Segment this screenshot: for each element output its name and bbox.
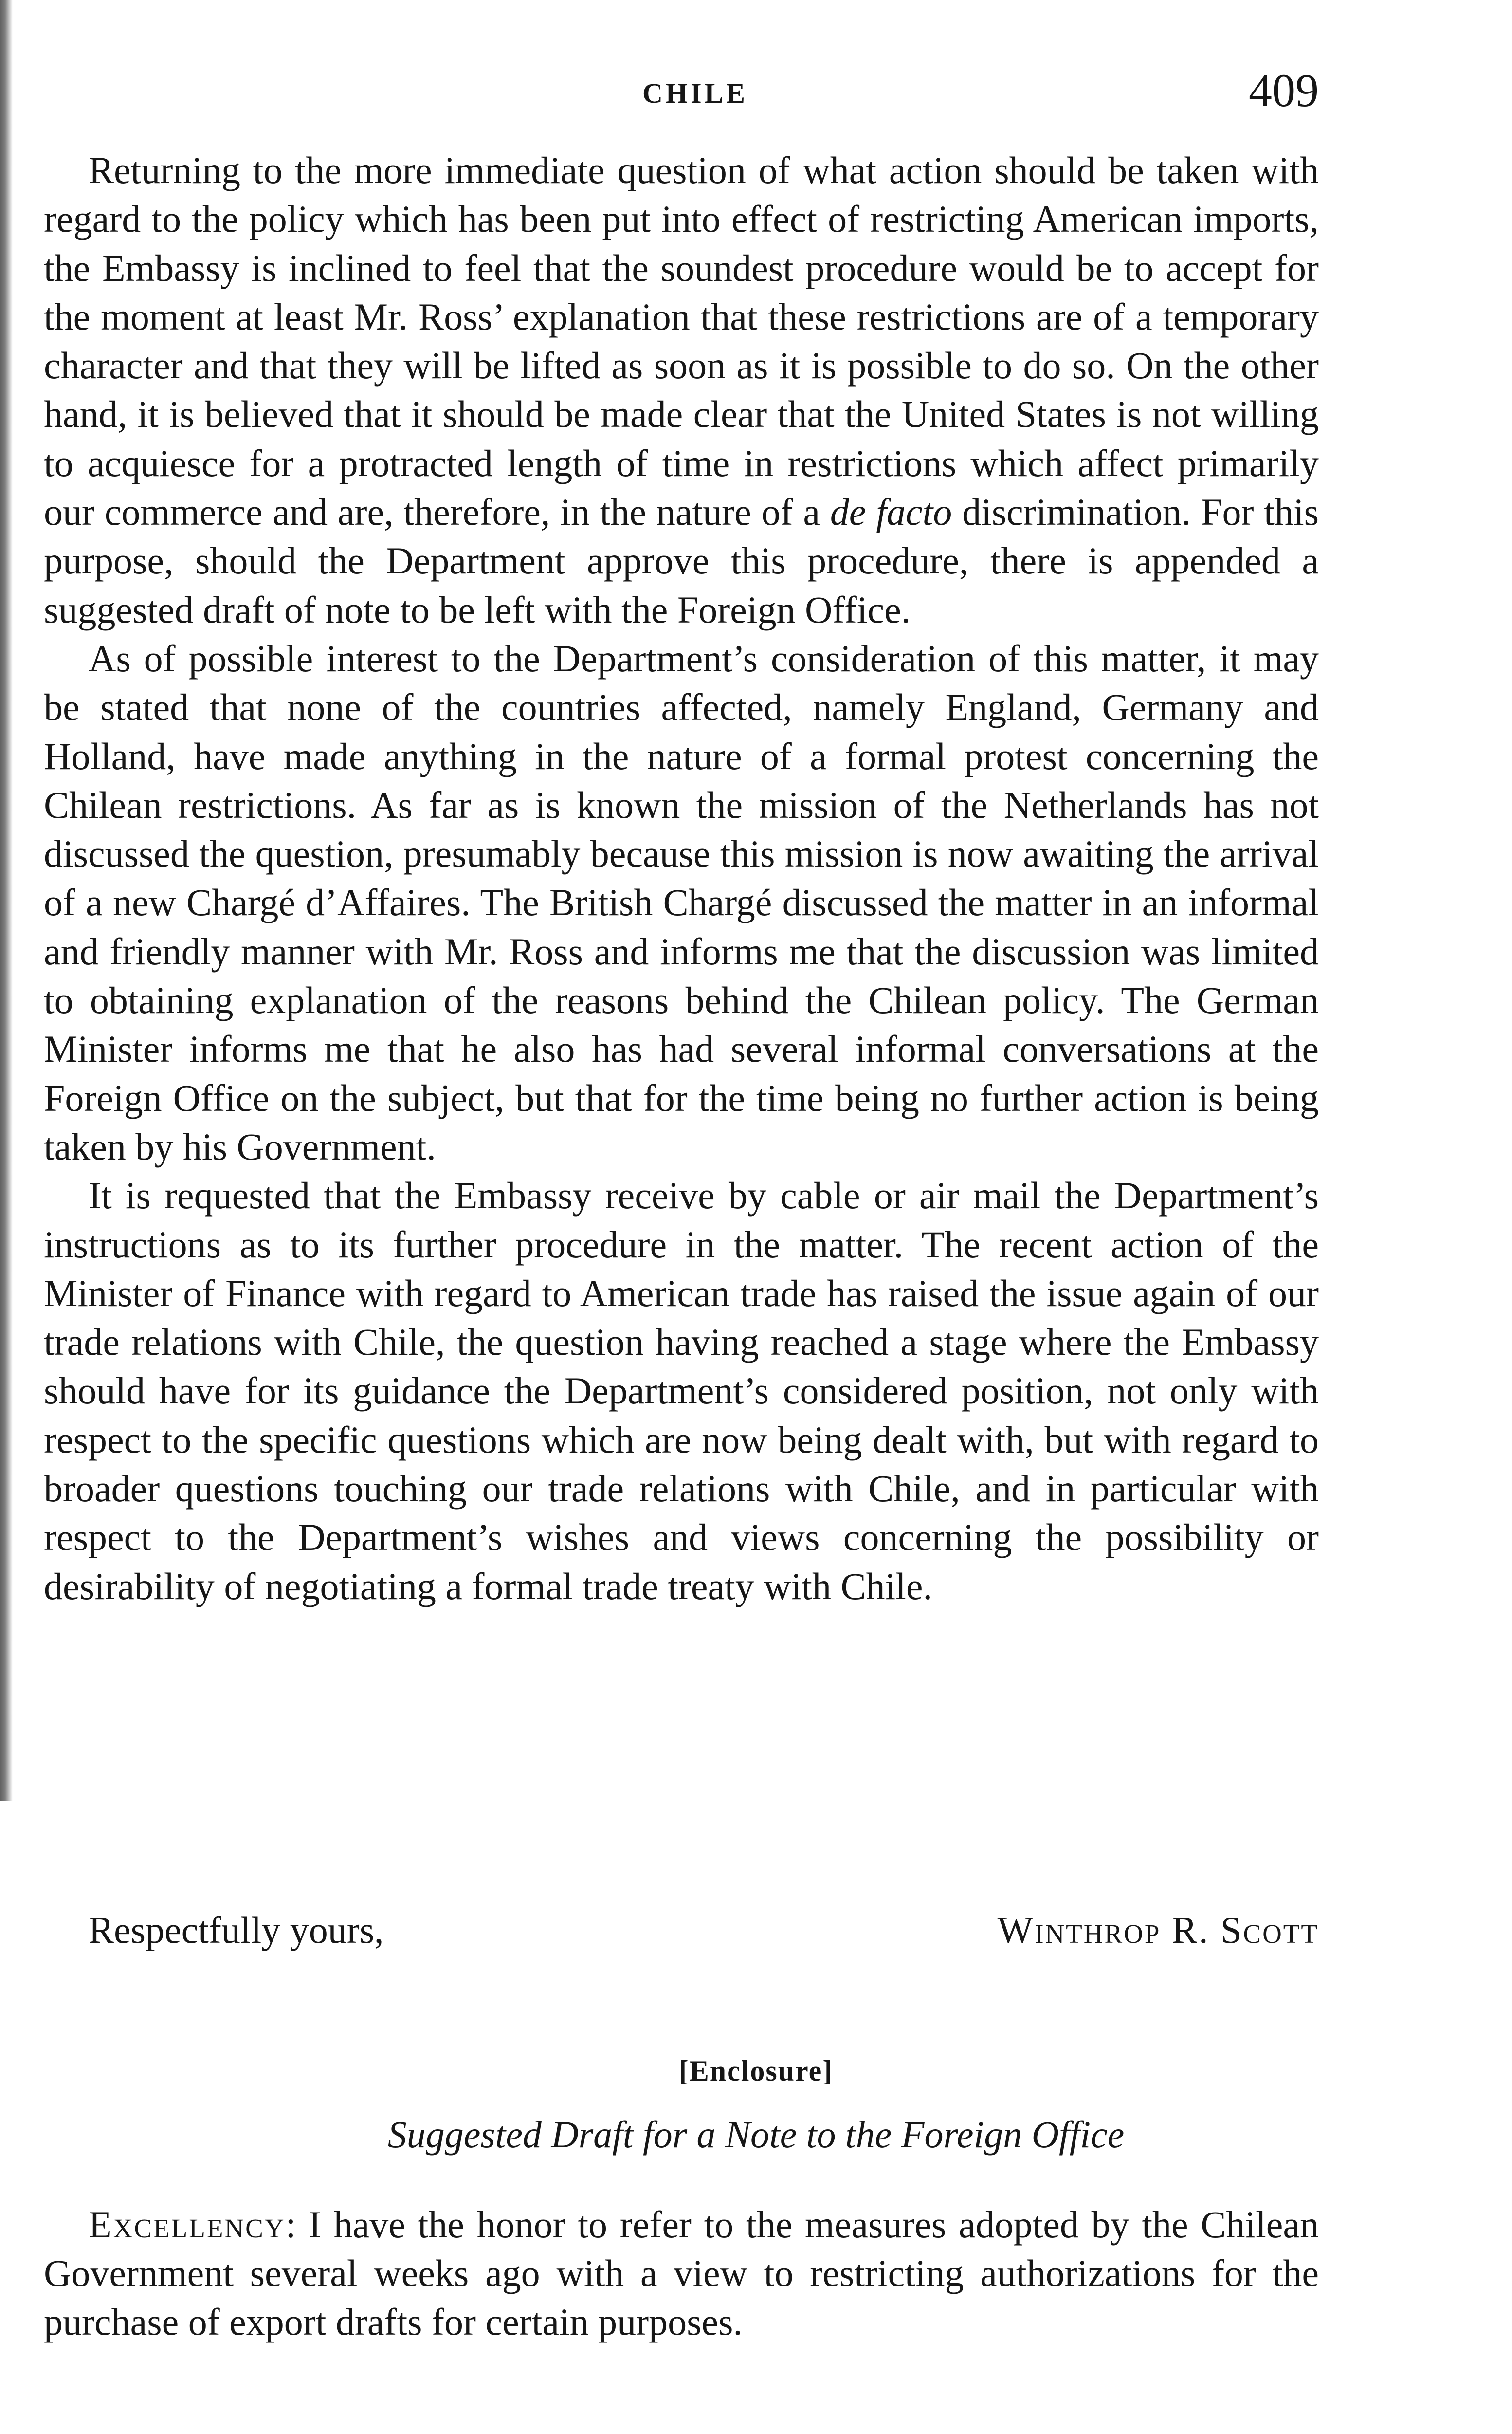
scanned-binding-edge: [0, 0, 13, 1801]
paragraph-1-text-b: discrimination. For this purpose, should the Department approve this procedure, there is appended a suggested draft of note to be left with the Foreign Office.: [44, 491, 1319, 631]
running-head: CHILE: [642, 77, 748, 109]
paragraph-2: As of possible interest to the Department’s consideration of this matter, it may be stated that none of the countries affected, namely England, Germany and Holland, have made anything in the nature of a formal protest concerning the Chilean restrictions. As far as is known the mission of the Netherlands has not discussed the question, presumably because this mission is now awaiting the arrival of a new Chargé d’Affaires. The British Chargé discussed the matter in an informal and friendly manner with Mr. Ross and informs me that the discussion was limited to obtaining explanation of the reasons behind the Chilean policy. The German Minister informs me that he also has had several informal conversations at the Foreign Office on the subject, but that for the time being no further action is being taken by his Government.: [44, 637, 1319, 1168]
enclosure-title: Suggested Draft for a Note to the Foreign Office: [387, 2113, 1125, 2156]
enclosure-body: [44, 2200, 1319, 2346]
closing-phrase: Respectfully yours,: [89, 1909, 384, 1951]
letter-body: [44, 146, 1319, 1611]
paragraph-1-italic: de facto: [830, 491, 952, 534]
letter-closing: [44, 1908, 1319, 1962]
enclosure-text: : I have the honor to refer to the measures adopted by the Chilean Government several weeks ago with a view to restricting authorizations for the purchase of export drafts for certain purposes.: [44, 2203, 1319, 2343]
paragraph-1-text-a: Returning to the more immediate question of what action should be taken with regard to the policy which has been put into effect of restricting American imports, the Embassy is inclined to feel that the soundest procedure would be to accept for the moment at least Mr. Ross’ explanation that these restrictions are of a temporary character and that they will be lifted as soon as it is possible to do so. On the other hand, it is believed that it should be made clear that the United States is not willing to acquiesce for a protracted length of time in restrictions which affect primarily our commerce and are, therefore, in the nature of a: [44, 149, 1319, 534]
enclosure-salutation: Excellency: [89, 2203, 286, 2246]
paragraph-3: It is requested that the Embassy receive by cable or air mail the Department’s instructions as to its further procedure in the matter. The recent action of the Minister of Finance with regard to American trade has raised the issue again of our trade relations with Chile, the question having reached a stage where the Embassy should have for its guidance the Department’s considered position, not only with respect to the specific questions which are now being dealt with, but with regard to broader questions touching our trade relations with Chile, and in particular with respect to the Department’s wishes and views concerning the possibility or desirability of negotiating a formal trade treaty with Chile.: [44, 1174, 1319, 1607]
enclosure-paragraph: [44, 2200, 1319, 2346]
signature: Winthrop R. Scott: [997, 1909, 1319, 1951]
enclosure-label: [Enclosure]: [678, 2055, 834, 2087]
page-number: 409: [1249, 64, 1319, 116]
page-header: [44, 63, 1319, 122]
paragraph-1: [44, 146, 1319, 634]
